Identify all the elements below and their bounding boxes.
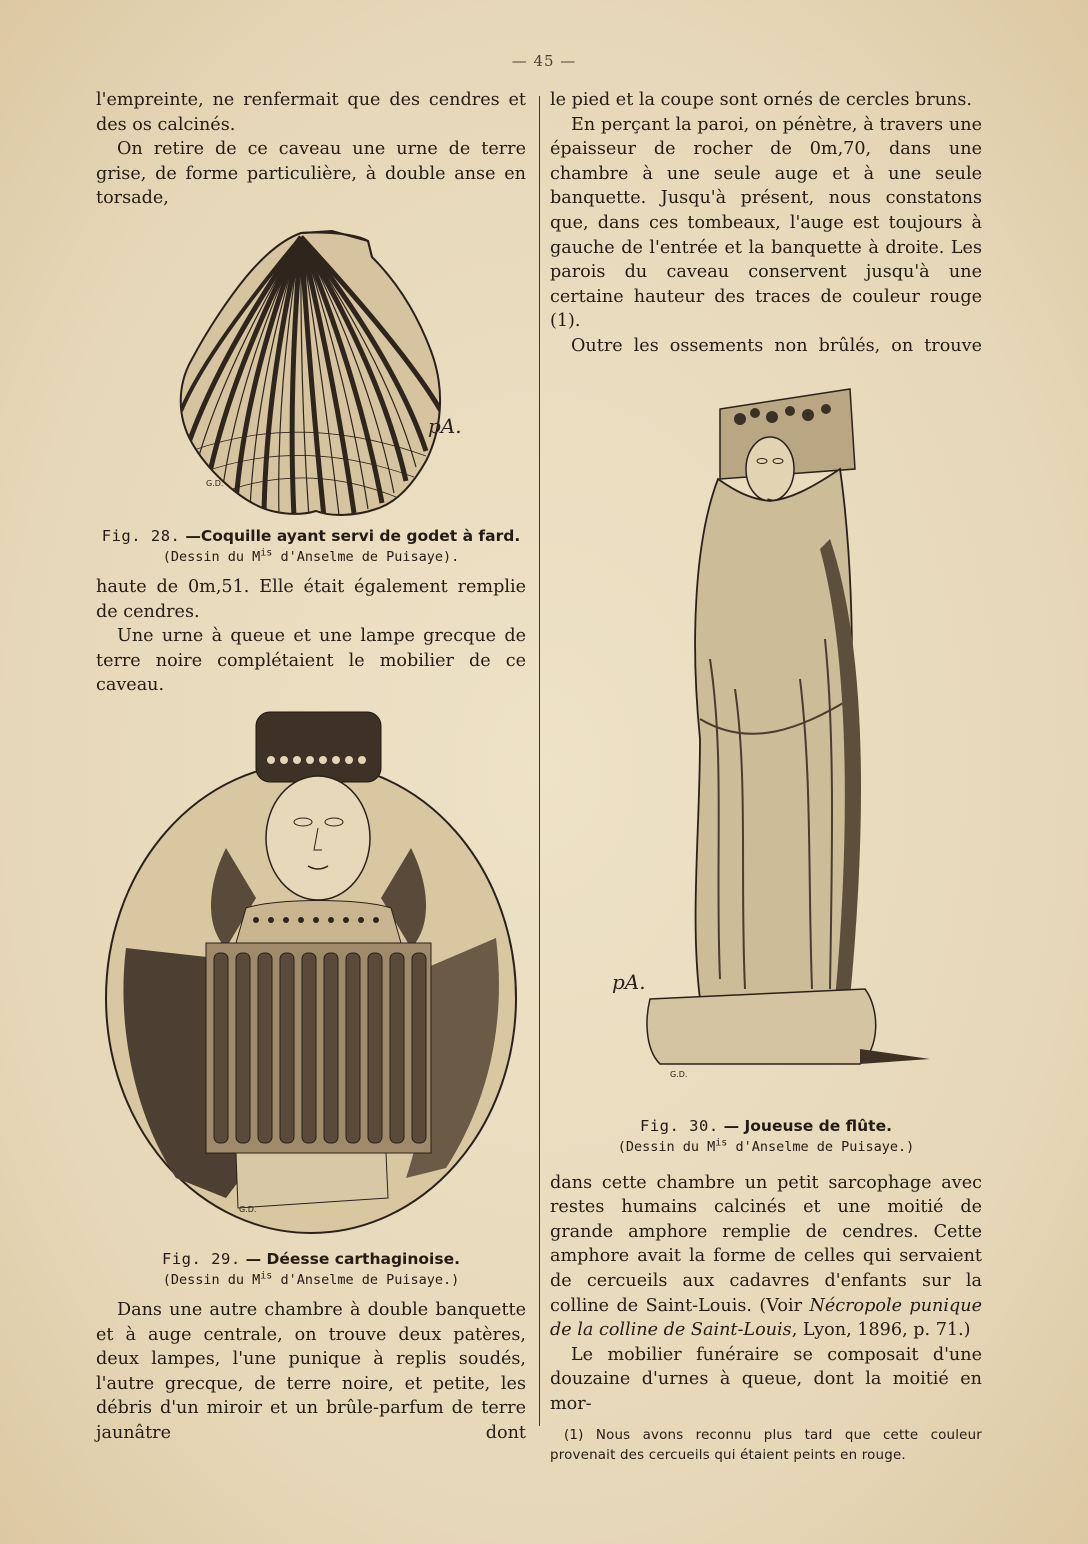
figure-28-caption (96, 525, 526, 547)
engraver-mark: G.D. (206, 478, 224, 488)
paragraph: l'empreinte, ne renfermait que des cendres et des os calcinés. (96, 90, 526, 135)
bibliographic-reference: Nécropole punique de la colline de Saint-Louis (550, 1295, 982, 1341)
paragraph: On retire de ce caveau une urne de terre grise, de forme particulière, à double anse en torsade, (96, 139, 526, 209)
scallop-shell-illustration (96, 211, 526, 525)
credit-text: d'Anselme de Puisaye). (272, 548, 460, 565)
figure-30 (550, 359, 982, 1115)
figure-title: — Joueuse de flûte. (723, 1116, 892, 1135)
paragraph: haute de 0m,51. Elle était également remplie de cendres. (96, 576, 526, 622)
credit-text: (Dessin du M (162, 548, 261, 565)
footnote: (1) Nous avons reconnu plus tard que cette couleur provenait des cercueils qui étaient peints en rouge. (550, 1428, 982, 1464)
paragraph: le pied et la coupe sont ornés de cercles bruns. (550, 90, 973, 110)
figure-29 (96, 698, 526, 1248)
credit-superscript: is (715, 1137, 728, 1149)
credit-text: (Dessin du M (162, 1271, 261, 1288)
figure-28-credit (96, 547, 526, 567)
paragraph-text: dans cette chambre un petit sarcophage avec restes humains calcinés et une moitié de grande amphore remplie de cendres. Cette amphore avait la forme de celles qui servaient de cercueils aux cadavres d'enfants sur la colline de Saint-Louis. (Voir (550, 1172, 982, 1316)
paragraph: En perçant la paroi, on pénètre, à travers une épaisseur de rocher de 0m,70, dans une chambre à une seule auge et à une seule banquette. Jusqu'à présent, nous constatons que, dans ces tombeaux, l'auge est toujours à gauche de l'entrée et la banquette à droite. Les parois du caveau conservent jusqu'à une certaine hauteur des traces de couleur rouge (1). (550, 114, 982, 332)
figure-title: — Déesse carthaginoise. (245, 1249, 460, 1268)
figure-number: Fig. 29. (162, 1249, 241, 1268)
figure-number: Fig. 30. (640, 1116, 719, 1135)
paragraph: Dans une autre chambre à double banquette et à auge centrale, on trouve deux patères, deux lampes, l'une punique à replis soudés, l'autre grecque, de terre noire, et petite, les débris d'un miroir et un brûle-parfum de terre jaunâtre dont (96, 1299, 526, 1443)
figure-29-credit (96, 1270, 526, 1290)
engraver-mark: G.D. (239, 1204, 257, 1214)
page-number: — 45 — (511, 52, 577, 70)
engraver-mark: G.D. (670, 1069, 688, 1079)
paragraph-text: , Lyon, 1896, p. 71.) (791, 1320, 971, 1341)
credit-text: d'Anselme de Puisaye.) (272, 1271, 460, 1288)
credit-text: (Dessin du M (617, 1138, 716, 1155)
paragraph (550, 1171, 982, 1343)
figure-30-caption (550, 1115, 982, 1137)
left-column (96, 88, 526, 1446)
figure-30-credit (550, 1137, 982, 1157)
figure-number: Fig. 28. (101, 526, 181, 545)
goddess-figurine-illustration (96, 698, 526, 1248)
credit-text: d'Anselme de Puisaye.) (727, 1138, 915, 1155)
paragraph: Le mobilier funéraire se composait d'une douzaine d'urnes à queue, dont la moitié en mor- (550, 1344, 982, 1414)
flute-player-figurine-illustration (550, 359, 982, 1115)
credit-superscript: is (260, 1270, 273, 1282)
artist-signature: pA. (428, 413, 462, 438)
paragraph: Outre les ossements non brûlés, on trouve (571, 335, 982, 356)
credit-superscript: is (260, 547, 273, 559)
artist-signature: pA. (612, 969, 646, 994)
figure-28 (96, 211, 526, 525)
figure-title: —Coquille ayant servi de godet à fard. (185, 526, 521, 545)
paragraph: Une urne à queue et une lampe grecque de terre noire complétaient le mobilier de ce caveau. (96, 626, 526, 696)
column-divider (539, 96, 540, 1426)
right-column (550, 88, 982, 1466)
figure-29-caption (96, 1248, 526, 1270)
